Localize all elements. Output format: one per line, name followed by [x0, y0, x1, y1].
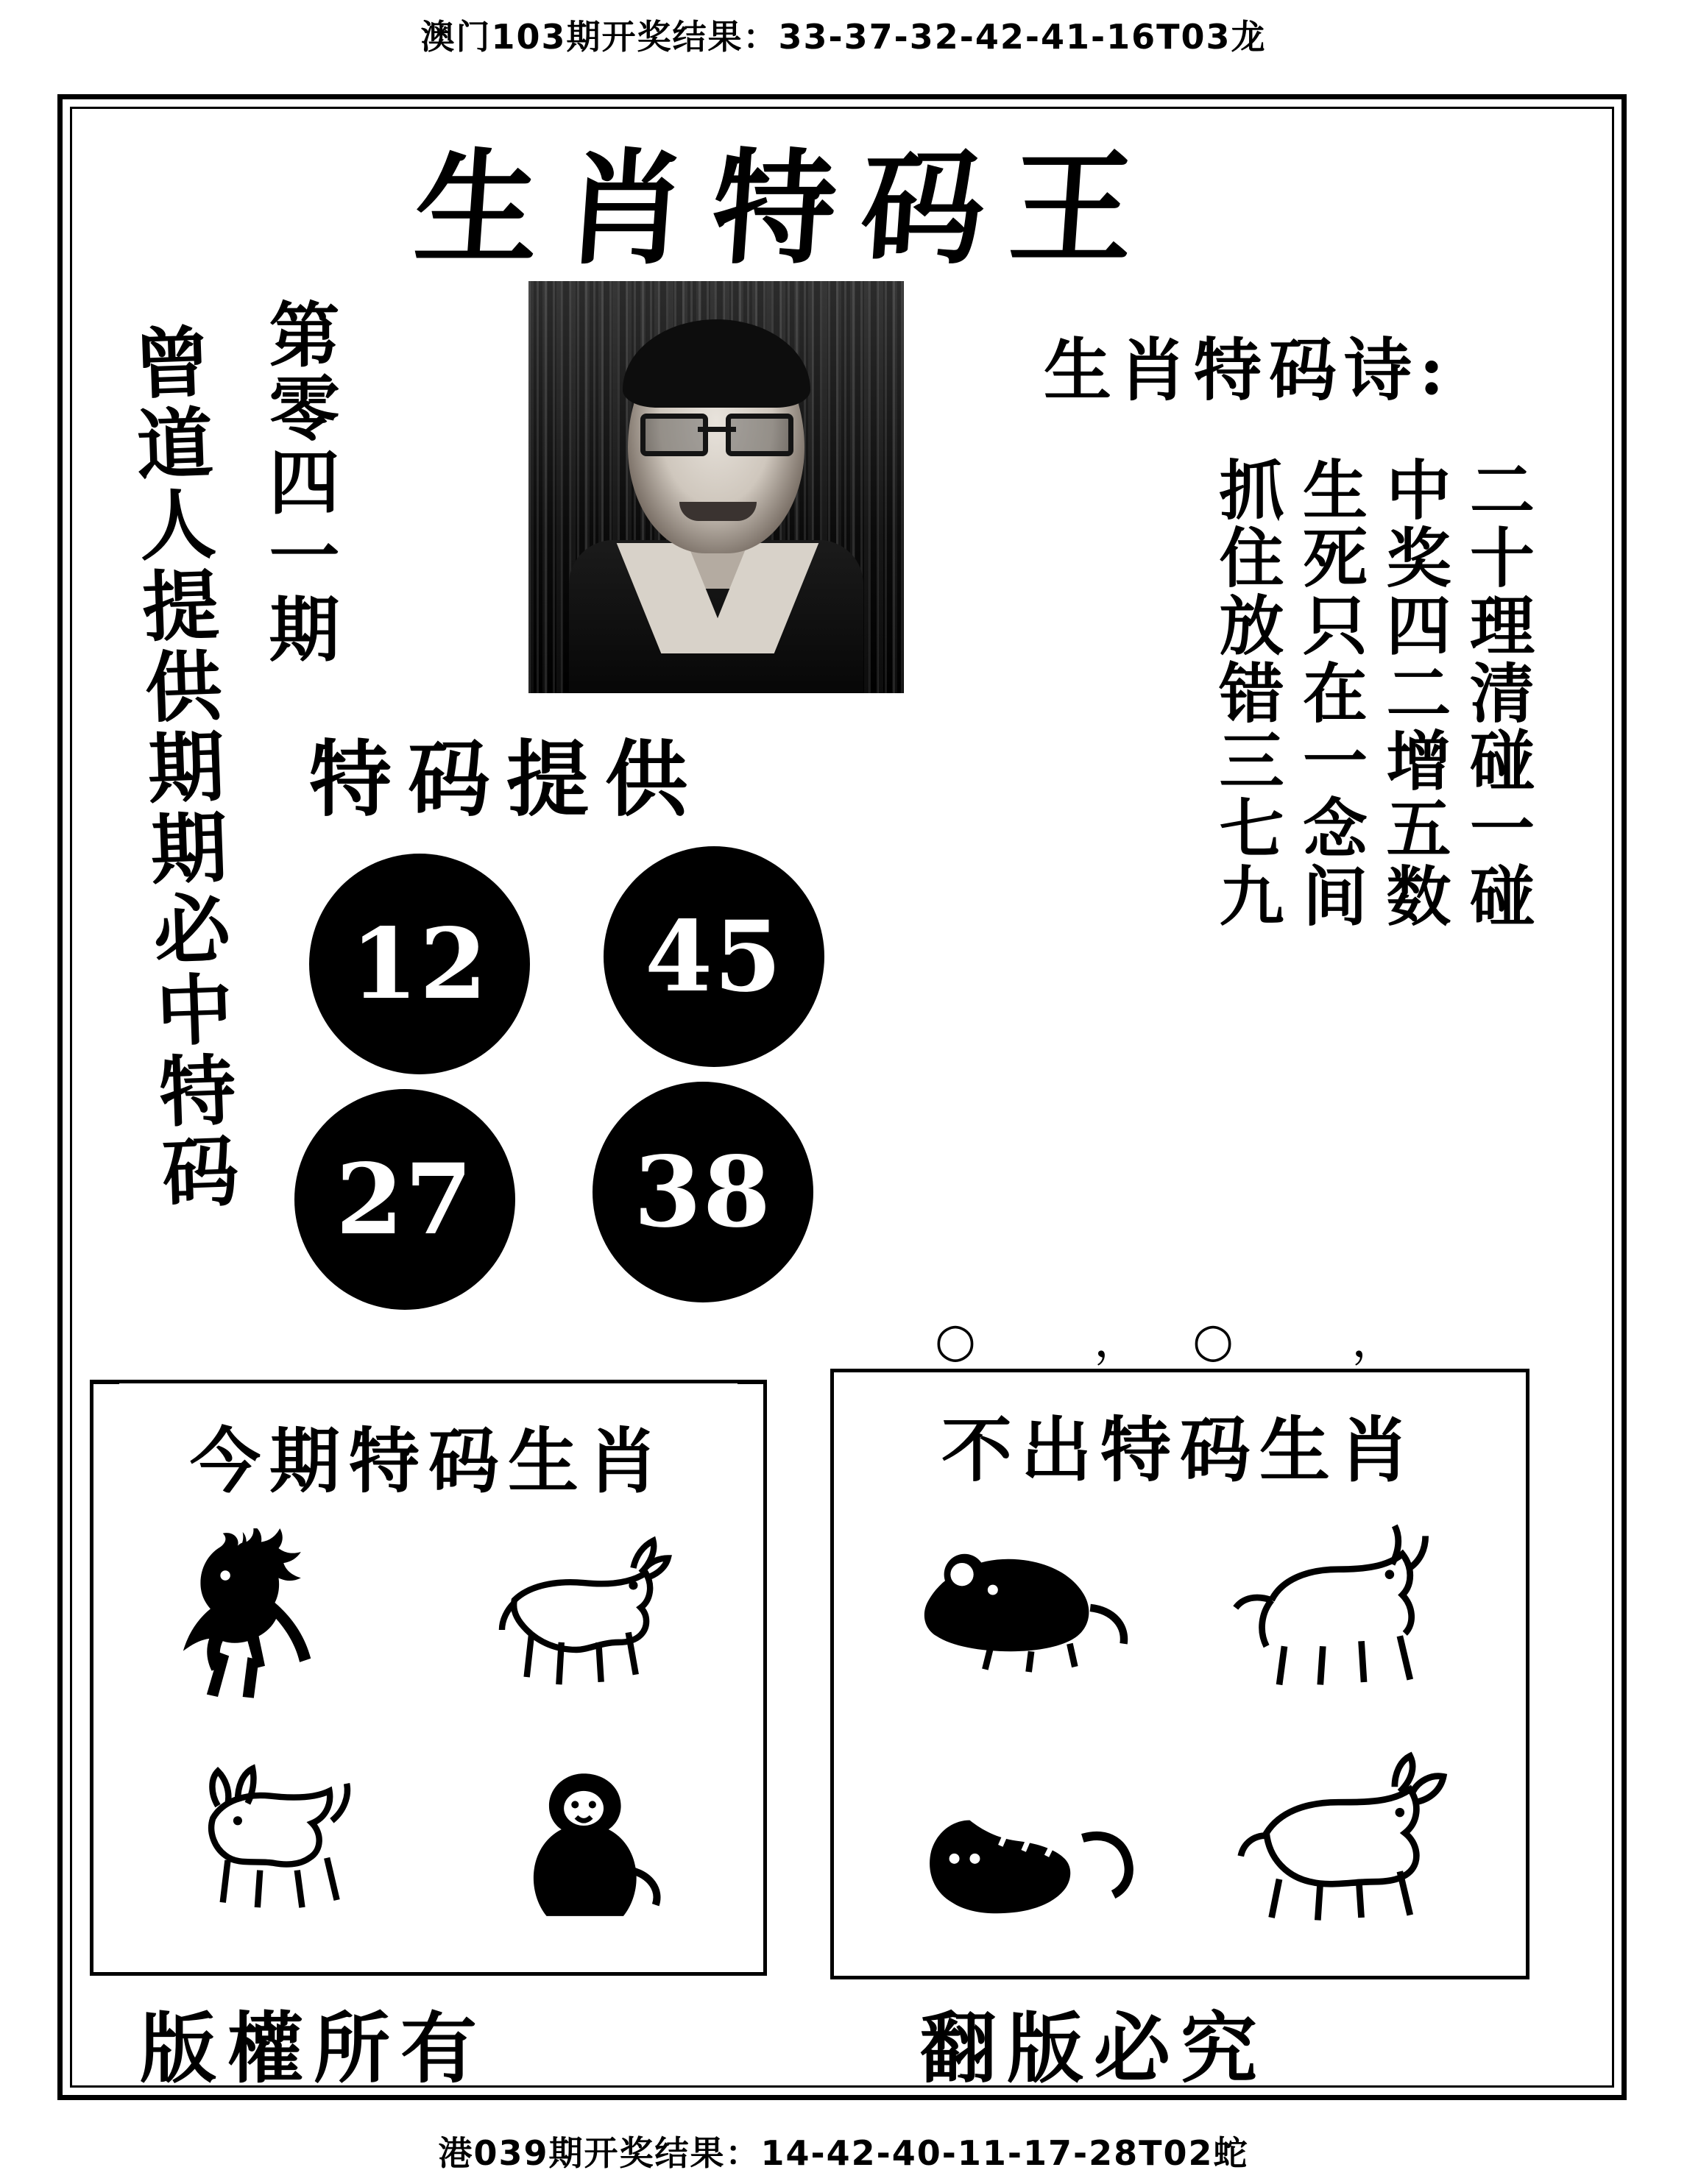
panel-title: 不出特码生肖	[941, 1408, 1418, 1492]
left-vertical-slogan: 曾道人提供期期必中特码	[119, 322, 241, 1215]
special-number-heading: 特码提供	[309, 731, 704, 828]
poem-line: 生死只在一念间	[1292, 456, 1369, 930]
issue-number-label: 第零四一期	[258, 298, 341, 666]
number-ball: 45	[604, 846, 824, 1067]
zodiac-grid	[863, 1505, 1496, 1954]
portrait-mouth	[679, 502, 757, 521]
panel-corner-tick	[90, 1380, 119, 1384]
zodiac-monkey	[434, 1739, 734, 1950]
special-number-balls	[294, 846, 854, 1325]
excluded-zodiac-panel	[830, 1369, 1529, 1979]
number-ball: 12	[309, 854, 530, 1074]
panel-title: 今期特码生肖	[190, 1419, 667, 1503]
zodiac-grid	[123, 1516, 734, 1950]
current-zodiac-panel	[90, 1380, 767, 1976]
poem-heading: 生肖特码诗:	[1044, 330, 1451, 410]
page-title: 生肖特码王	[410, 135, 1164, 281]
zodiac-dog	[123, 1739, 422, 1950]
zodiac-tiger	[863, 1735, 1174, 1954]
number-ball: 38	[593, 1082, 813, 1302]
poem-block	[913, 456, 1536, 1310]
bottom-result-banner: 港039期开奖结果：14-42-40-11-17-28T02蛇	[438, 2133, 1249, 2173]
panel-corner-tick	[738, 1380, 767, 1384]
top-result-banner: 澳门103期开奖结果：33-37-32-42-41-16T03龙	[420, 17, 1267, 57]
number-ball: 27	[294, 1089, 515, 1310]
poem-line: 二十理清碰一碰	[1460, 456, 1536, 930]
poem-punctuation-marks: ○ ，○ ，	[935, 1313, 1451, 1368]
glasses-bridge	[698, 427, 736, 432]
zodiac-ox	[1186, 1735, 1496, 1954]
zodiac-rooster	[123, 1516, 422, 1727]
poem-line: 抓住放错三七九	[1209, 456, 1286, 930]
zodiac-horse	[1186, 1505, 1496, 1723]
copyright-slogan-right: 翻版必究	[920, 2003, 1268, 2093]
zodiac-goat	[434, 1516, 734, 1727]
zodiac-rat	[863, 1505, 1174, 1723]
copyright-slogan-left: 版權所有	[140, 2003, 488, 2093]
poem-line: 中奖四二增五数	[1376, 456, 1453, 930]
portrait-photo	[528, 281, 904, 693]
